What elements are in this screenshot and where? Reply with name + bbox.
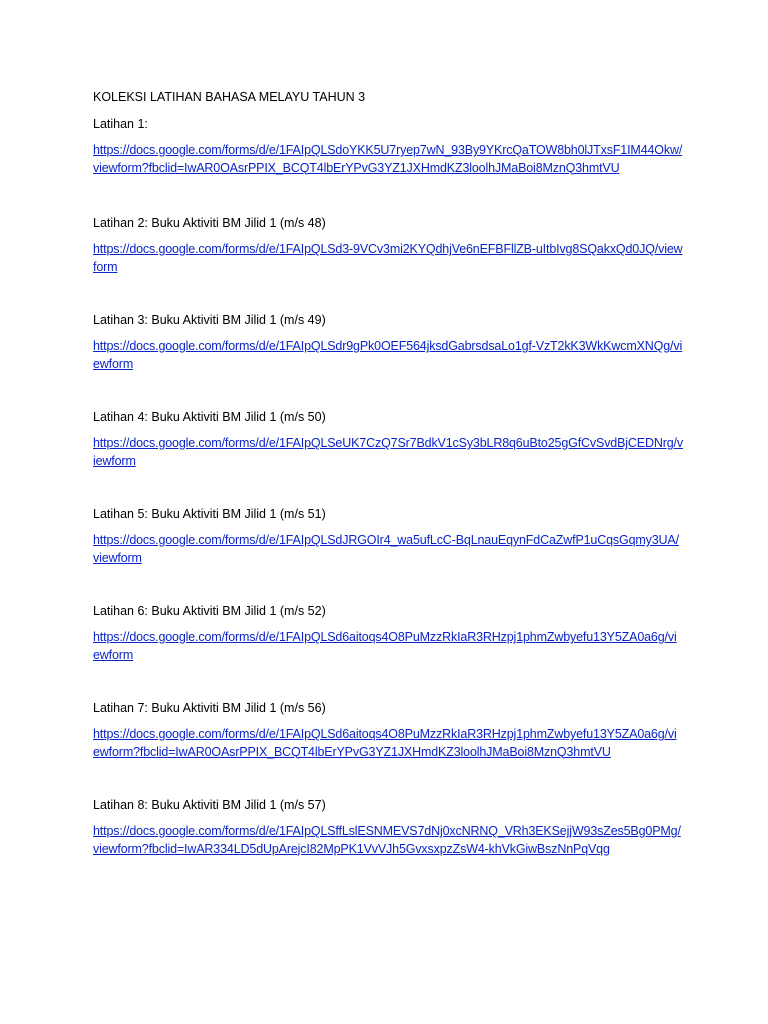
entry-heading: Latihan 2: Buku Aktiviti BM Jilid 1 (m/s 48) xyxy=(93,216,326,230)
document-title: KOLEKSI LATIHAN BAHASA MELAYU TAHUN 3 xyxy=(93,90,366,104)
entry-latihan-4 xyxy=(93,408,683,470)
entry-heading: Latihan 4: Buku Aktiviti BM Jilid 1 (m/s 50) xyxy=(93,410,326,424)
form-link[interactable]: https://docs.google.com/forms/d/e/1FAIpQLSd6aitoqs4O8PuMzzRkIaR3RHzpj1phmZwbyefu13Y5ZA0a6g/viewform xyxy=(93,630,677,662)
spacer xyxy=(93,664,683,699)
entry-latihan-2 xyxy=(93,214,683,276)
entry-latihan-3 xyxy=(93,311,683,373)
document-page xyxy=(93,88,683,858)
entry-heading: Latihan 8: Buku Aktiviti BM Jilid 1 (m/s 57) xyxy=(93,798,326,812)
form-link[interactable]: https://docs.google.com/forms/d/e/1FAIpQLSdr9gPk0OEF564jksdGabrsdsaLo1gf-VzT2kK3WkKwcmXNQg/viewform xyxy=(93,339,683,371)
form-link[interactable]: https://docs.google.com/forms/d/e/1FAIpQLSdJRGOIr4_wa5ufLcC-BqLnauEqynFdCaZwfP1uCqsGqmy3UA/viewform xyxy=(93,533,679,565)
entry-heading: Latihan 5: Buku Aktiviti BM Jilid 1 (m/s 51) xyxy=(93,507,326,521)
entry-heading: Latihan 3: Buku Aktiviti BM Jilid 1 (m/s 49) xyxy=(93,313,326,327)
entry-latihan-8 xyxy=(93,796,683,858)
entry-latihan-6 xyxy=(93,602,683,664)
form-link[interactable]: https://docs.google.com/forms/d/e/1FAIpQLSffLslESNMEVS7dNj0xcNRNQ_VRh3EKSejjW93sZes5Bg0PMg/viewform?fbclid=IwAR334LD5dUpArejcI82MpPK1VvVJh5GvxsxpzZsW4-khVkGiwBszNnPqVqg xyxy=(93,824,681,856)
form-link[interactable]: https://docs.google.com/forms/d/e/1FAIpQLSeUK7CzQ7Sr7BdkV1cSy3bLR8q6uBto25gGfCvSvdBjCEDNrg/viewform xyxy=(93,436,683,468)
spacer xyxy=(93,373,683,408)
entry-heading: Latihan 7: Buku Aktiviti BM Jilid 1 (m/s 56) xyxy=(93,701,326,715)
form-link[interactable]: https://docs.google.com/forms/d/e/1FAIpQLSdoYKK5U7ryep7wN_93By9YKrcQaTOW8bh0lJTxsF1IM44Okw/viewform?fbclid=IwAR0OAsrPPIX_BCQT4lbErYPvG3YZ1JXHmdKZ3loolhJMaBoi8MznQ3hmtVU xyxy=(93,143,683,175)
form-link[interactable]: https://docs.google.com/forms/d/e/1FAIpQLSd6aitoqs4O8PuMzzRkIaR3RHzpj1phmZwbyefu13Y5ZA0a6g/viewform?fbclid=IwAR0OAsrPPIX_BCQT4lbErYPvG3YZ1JXHmdKZ3loolhJMaBoi8MznQ3hmtVU xyxy=(93,727,677,759)
spacer xyxy=(93,177,683,214)
entry-latihan-1 xyxy=(93,115,683,177)
entry-heading: Latihan 6: Buku Aktiviti BM Jilid 1 (m/s 52) xyxy=(93,604,326,618)
spacer xyxy=(93,567,683,602)
spacer xyxy=(93,470,683,505)
entry-latihan-7 xyxy=(93,699,683,761)
form-link[interactable]: https://docs.google.com/forms/d/e/1FAIpQLSd3-9VCv3mi2KYQdhjVe6nEFBFllZB-uItbIvg8SQakxQd0JQ/viewform xyxy=(93,242,683,274)
spacer xyxy=(93,276,683,311)
spacer xyxy=(93,761,683,796)
entry-latihan-5 xyxy=(93,505,683,567)
entry-heading: Latihan 1: xyxy=(93,117,148,131)
